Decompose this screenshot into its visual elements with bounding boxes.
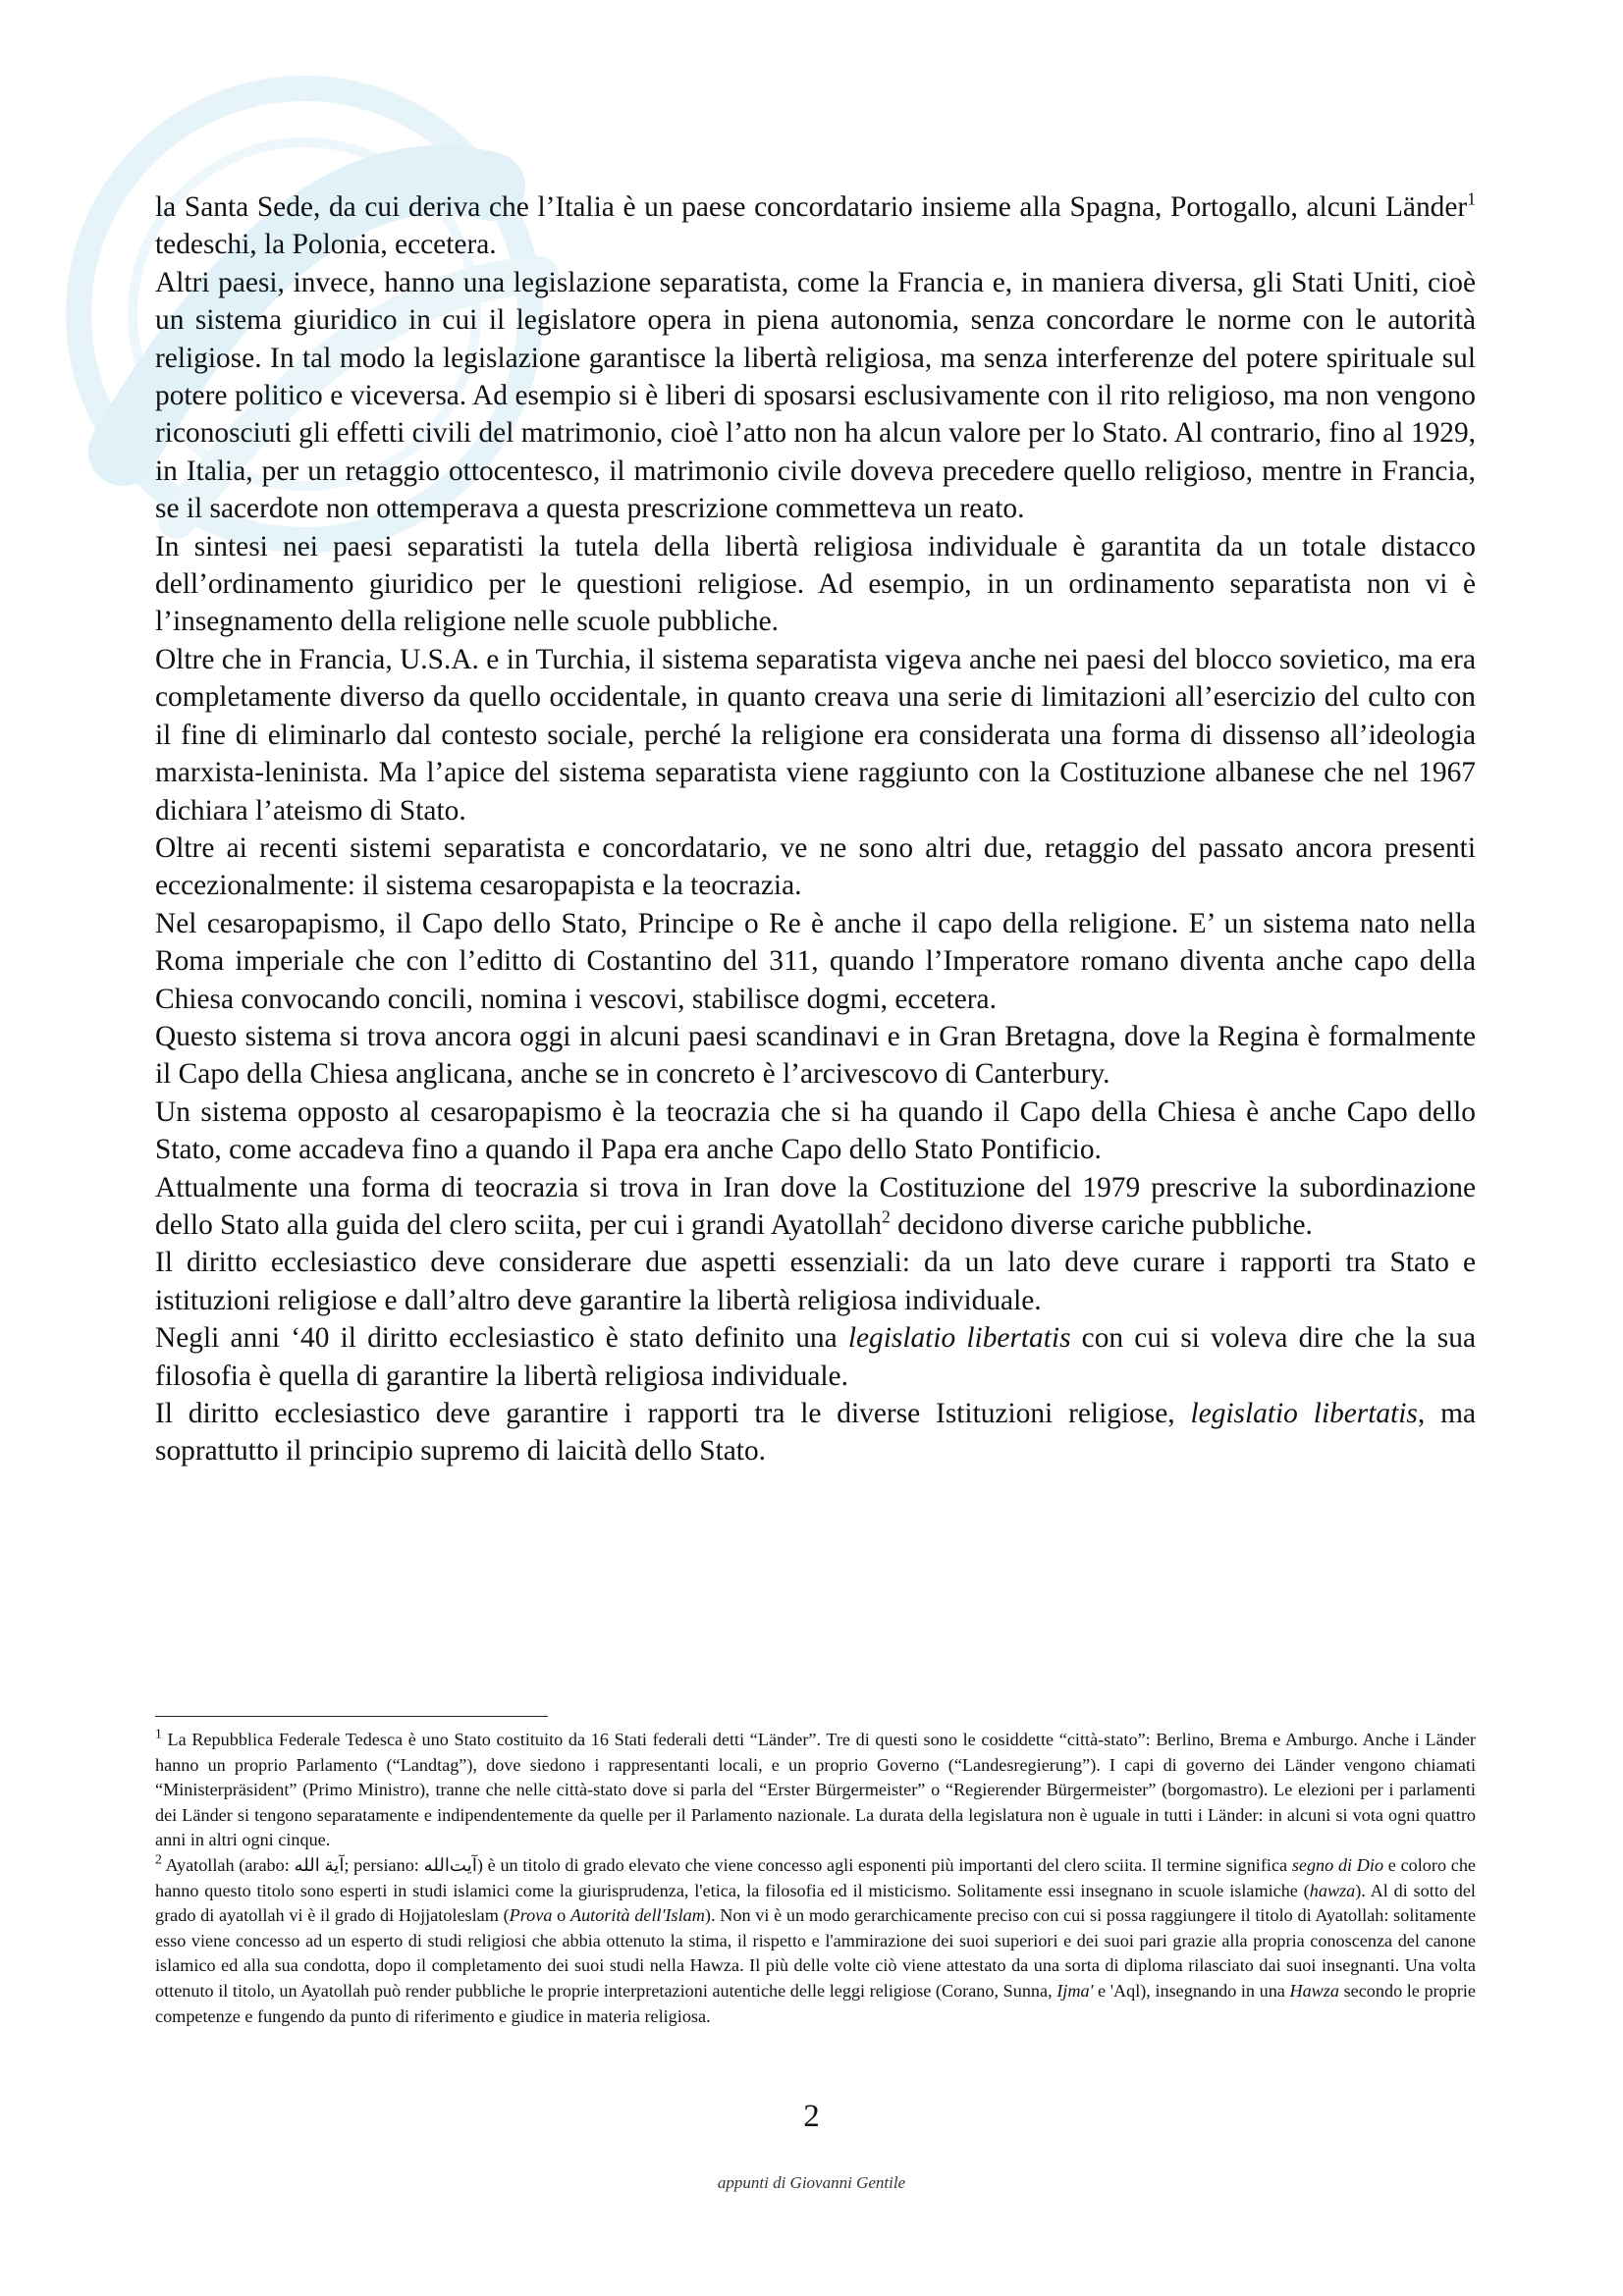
footnotes bbox=[155, 1728, 1476, 2029]
paragraph: Il diritto ecclesiastico deve garantire i rapporti tra le diverse Istituzioni religiose, legislatio libertatis, ma soprattutto il principio supremo di laicità dello Stato. bbox=[155, 1398, 1476, 1468]
paragraph: Questo sistema si trova ancora oggi in alcuni paesi scandinavi e in Gran Bretagna, dove la Regina è formalmente il Capo della Chiesa anglicana, anche se in concreto è l’arcivescovo di Canterbury. bbox=[155, 1020, 1476, 1091]
paragraph: Attualmente una forma di teocrazia si trova in Iran dove la Costituzione del 1979 prescrive la subordinazione dello Stato alla guida del clero sciita, per cui i grandi Ayatollah$^2$ decidono diverse cariche pubbliche. bbox=[155, 1171, 1476, 1241]
paragraph: Oltre ai recenti sistemi separatista e concordatario, ve ne sono altri due, retaggio del passato ancora presenti eccezionalmente: il sistema cesaropapista e la teocrazia. bbox=[155, 831, 1476, 902]
paragraph: Negli anni ‘40 il diritto ecclesiastico è stato definito una legislatio libertatis con cui si voleva dire che la sua filosofia è quella di garantire la libertà religiosa individuale. bbox=[155, 1322, 1476, 1392]
footnote-divider bbox=[155, 1716, 548, 1717]
body-text bbox=[155, 188, 1476, 1470]
paragraph: Il diritto ecclesiastico deve considerare due aspetti essenziali: da un lato deve curare i rapporti tra Stato e istituzioni religiose e dall’altro deve garantire la libertà religiosa individuale. bbox=[155, 1247, 1476, 1316]
footnote-ref[interactable]: 2 bbox=[882, 1206, 891, 1227]
paragraph: la Santa Sede, da cui deriva che l’Italia è un paese concordatario insieme alla Spagna, Portogallo, alcuni Länder$^1$ tedeschi, la Polonia, eccetera. bbox=[155, 188, 1476, 261]
footnote-ref[interactable]: 1 bbox=[1467, 188, 1476, 209]
author-signature: appunti di Giovanni Gentile bbox=[717, 2173, 906, 2192]
paragraph: Altri paesi, invece, hanno una legislazione separatista, come la Francia e, in maniera diversa, gli Stati Uniti, cioè un sistema giuridico in cui il legislatore opera in piena autonomia, senza concordare le norme con le autorità religiose. In tal modo la legislazione garantisce la libertà religiosa, ma senza interferenze del potere spirituale sul potere politico e viceversa. Ad esempio si è liberi di sposarsi esclusivamente con il rito religioso, ma non vengono riconosciuti gli effetti civili del matrimonio, cioè l’atto non ha alcun valore per lo Stato. Al contrario, fino al 1929, in Italia, per un retaggio ottocentesco, il matrimonio civile doveva precedere quello religioso, mentre in Francia, se il sacerdote non ottemperava a questa prescrizione commetteva un reato. bbox=[155, 266, 1476, 525]
footnote-1: $^1$ La Repubblica Federale Tedesca è uno Stato costituito da 16 Stati federali detti “Länder”. Tre di questi sono le cosiddette “città-stato”: Berlino, Brema e Amburgo. Anche i Länder hanno un proprio Parlamento (“Landtag”), dove siedono i rappresentanti locali, e un proprio Governo (“Landesregierung”). I capi di governo dei Länder vengono chiamati “Ministerpräsident” (Primo Ministro), tranne che nelle città-stato dove si parla del “Erster Bürgermeister” o “Regierender Bürgermeister” (borgomastro). Le elezioni per i parlamenti dei Länder si tengono separatamente e indipendentemente da quelle per il Parlamento nazionale. La durata della legislatura non è uguale in tutti i Länder: in alcuni si vota ogni quattro anni in altri ogni cinque. bbox=[155, 1726, 1476, 1850]
paragraph: Un sistema opposto al cesaropapismo è la teocrazia che si ha quando il Capo della Chiesa è anche Capo dello Stato, come accadeva fino a quando il Papa era anche Capo dello Stato Pontificio. bbox=[155, 1095, 1476, 1166]
page-number: 2 bbox=[803, 2099, 820, 2134]
paragraph: In sintesi nei paesi separatisti la tutela della libertà religiosa individuale è garantita da un totale distacco dell’ordinamento giuridico per le questioni religiose. Ad esempio, in un ordinamento separatista non vi è l’insegnamento della religione nelle scuole pubbliche. bbox=[155, 530, 1476, 638]
paragraph: Nel cesaropapismo, il Capo dello Stato, Principe o Re è anche il capo della religione. E’ un sistema nato nella Roma imperiale che con l’editto di Costantino del 311, quando l’Imperatore romano diventa anche capo della Chiesa convocando concili, nomina i vescovi, stabilisce dogmi, eccetera. bbox=[155, 907, 1476, 1015]
footnote-2: $^2$ Ayatollah (arabo: آية الله; persiano: آيت‌الله) è un titolo di grado elevato che viene concesso agli esponenti più importanti del clero sciita. Il termine significa segno di Dio e coloro che hanno questo titolo sono esperti in studi islamici come la giurisprudenza, l'etica, la filosofia ed il misticismo. Solitamente essi insegnano in scuole islamiche (hawza). Al di sotto del grado di ayatollah vi è il grado di Hojjatoleslam (Prova o Autorità dell'Islam). Non vi è un modo gerarchicamente preciso con cui si possa raggiungere il titolo di Ayatollah: solitamente esso viene concesso ad un esperto di studi religiosi che abbia ottenuto la stima, il rispetto e l'ammirazione dei suoi superiori e dei suoi pari grazie alla propria conoscenza del canone islamico ed alla sua condotta, dopo il completamento dei suoi studi nella Hawza. Il più delle volte ciò viene attestato da una sorta di diploma rilasciato dai suoi insegnanti. Una volta ottenuto il titolo, un Ayatollah può render pubbliche le proprie interpretazioni autentiche delle leggi religiose (Corano, Sunna, Ijma' e 'Aql), insegnando in una Hawza secondo le proprie competenze e fungendo da punto di riferimento e giudice in materia religiosa. bbox=[155, 1851, 1477, 2026]
paragraph: Oltre che in Francia, U.S.A. e in Turchia, il sistema separatista vigeva anche nei paesi del blocco sovietico, ma era completamente diverso da quello occidentale, in quanto creava una serie di limitazioni all’esercizio del culto con il fine di eliminarlo dal contesto sociale, perché la religione era considerata una forma di dissenso all’ideologia marxista-leninista. Ma l’apice del sistema separatista viene raggiunto con la Costituzione albanese che nel 1967 dichiara l’ateismo di Stato. bbox=[155, 643, 1476, 827]
